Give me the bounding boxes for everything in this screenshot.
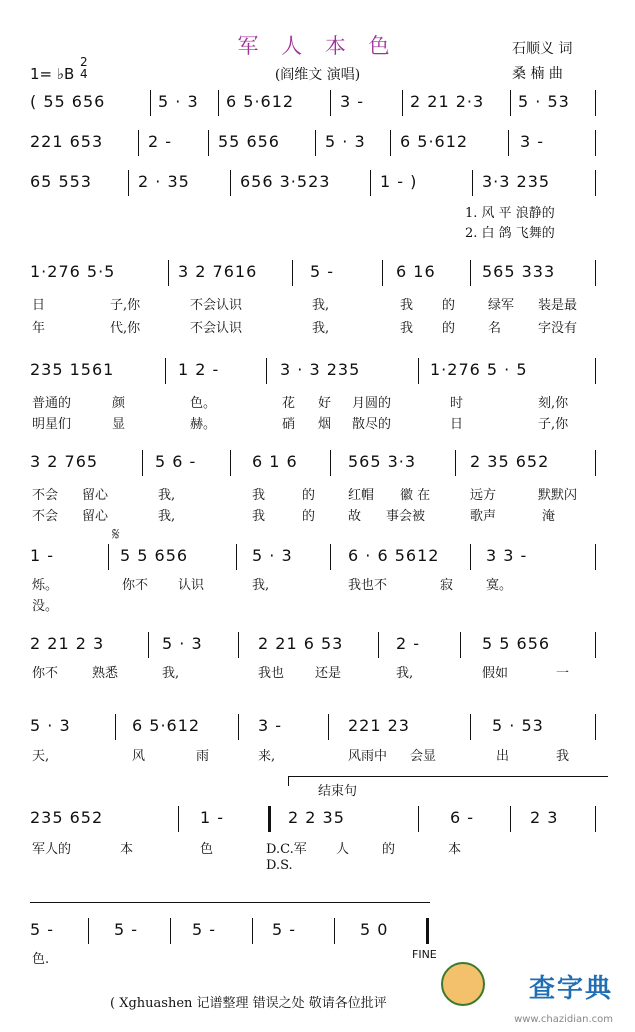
barline [330,450,331,476]
lyric: 散尽的 [352,417,392,432]
lyric: 我, [252,578,270,593]
measure: 3 - [340,92,365,111]
score-row [30,172,605,198]
lyric: 名 [488,321,502,336]
measure: 5 5 656 [482,634,551,653]
segno-sign: 𝄋 [112,524,120,545]
measure: 3 2 765 [30,452,99,471]
barline [378,632,379,658]
measure: 2 21 2·3 [410,92,485,111]
score-row [30,634,605,660]
lyric: 的 [442,321,456,336]
score-row [30,360,605,386]
lyric-line-1 [30,574,605,592]
lyric-line-2 [30,595,605,613]
barline [230,450,231,476]
lyric: 远方 [470,488,497,503]
barline [595,806,596,832]
lyric: 日 [32,298,46,313]
barline [150,90,151,116]
measure: 1 - [30,546,55,565]
lyric: 来, [258,749,276,764]
barline [218,90,219,116]
lyric: 我, [158,488,176,503]
measure: 6 5·612 [226,92,295,111]
barline [168,260,169,286]
measure: 6 16 [396,262,436,281]
measure: 2 21 2 3 [30,634,105,653]
measure: 6 5·612 [400,132,469,151]
barline [595,358,596,384]
score-row [30,920,605,946]
measure: 65 553 [30,172,92,191]
measure: 5 · 3 [162,634,203,653]
measure: 2 2 35 [288,808,345,827]
lyric: 显 [112,417,126,432]
composer-credit: 桑 楠 曲 [512,66,563,82]
lyric: 烟 [318,417,332,432]
barline [460,632,461,658]
barline [595,714,596,740]
lyric: 没。 [32,599,59,614]
lyric: 还是 [315,666,342,681]
measure: 5 · 3 [30,716,71,735]
barline [595,632,596,658]
measure: 6 1 6 [252,452,298,471]
measure: 5 · 53 [518,92,570,111]
lyric: 绿军 [488,298,515,313]
lyric-line-1 [30,838,605,856]
measure: 221 653 [30,132,104,151]
verse-label-2: 2. 白 鸽 飞舞的 [465,226,555,241]
measure: 235 1561 [30,360,115,379]
lyric: 代,你 [110,321,141,336]
measure: 3 3 - [486,546,528,565]
measure: 656 3·523 [240,172,331,191]
lyric: 色. [32,952,50,967]
barline [138,130,139,156]
lyric: 色。 [190,396,217,411]
time-top: 2 [80,55,88,69]
lyric: 熟悉 [92,666,119,681]
score-row [30,92,605,118]
lyric: 烁。 [32,578,59,593]
barline [178,806,179,832]
measure: 3·3 235 [482,172,551,191]
lyric: 我, [396,666,414,681]
lyric: 事会被 [386,509,426,524]
measure: 2 3 [530,808,559,827]
barline [115,714,116,740]
lyric-line-1 [30,948,605,966]
barline [390,130,391,156]
barline [334,918,335,944]
barline [238,714,239,740]
phrase-line [30,902,430,903]
barline [595,544,596,570]
lyric: 我 [252,509,266,524]
lyric: 你不 [32,666,59,681]
lyric: D.S. [266,858,293,873]
barline [266,358,267,384]
score-row [30,546,605,572]
measure: 5 - [114,920,139,939]
lyric: 颜 [112,396,126,411]
measure: 2 - [396,634,421,653]
measure: 2 21 6 53 [258,634,344,653]
coda-bracket-edge [288,776,289,786]
lyric: 故 [348,509,362,524]
verse-label-1: 1. 风 平 浪静的 [465,206,555,221]
barline [292,260,293,286]
measure: 565 333 [482,262,556,281]
barline [508,130,509,156]
measure: 3 - [520,132,545,151]
lyric: 我 [400,321,414,336]
lyric: 色 [200,842,214,857]
lyric: 不会认识 [190,321,243,336]
lyric: 赫。 [190,417,217,432]
lyric-line-1 [30,294,605,312]
lyric: 我, [158,509,176,524]
score-row [30,132,605,158]
fine-marker: FINE [412,948,437,961]
measure: 2 35 652 [470,452,550,471]
measure: 235 652 [30,808,104,827]
lyric: 我 [556,749,570,764]
lyric: 字没有 [538,321,578,336]
lyric: 花 [282,396,296,411]
lyric: 风雨中 [348,749,388,764]
measure: 5 6 - [155,452,197,471]
barline [510,806,511,832]
coda-bracket [288,776,608,777]
lyric: 月圆的 [352,396,392,411]
lyric-line-1 [30,662,605,680]
lyric: 的 [302,488,316,503]
lyric: 的 [442,298,456,313]
coda-label: 结束句 [318,784,358,799]
lyric: 红帽 [348,488,375,503]
lyric: 你不 [122,578,149,593]
measure: 3 2 7616 [178,262,258,281]
barline [128,170,129,196]
lyric: 留心 [82,488,109,503]
barline [330,544,331,570]
transcriber-credit: ( Xghuashen 记谱整理 错误之处 敬请各位批评 [110,996,387,1011]
lyric: 默默闪 [538,488,578,503]
measure: 5 - [272,920,297,939]
lyric: 普通的 [32,396,72,411]
lyric: 天, [32,749,50,764]
measure: 1·276 5 · 5 [430,360,528,379]
measure: 5 - [310,262,335,281]
lyric-line-1 [30,392,605,410]
lyric: 留心 [82,509,109,524]
measure: 6 5·612 [132,716,201,735]
barline [236,544,237,570]
lyric-line-2 [30,317,605,335]
lyric: 的 [302,509,316,524]
barline [370,170,371,196]
measure: 5 · 3 [325,132,366,151]
measure: 3 - [258,716,283,735]
site-url[interactable]: www.chazidian.com [514,1014,613,1025]
barline [472,170,473,196]
barline [402,90,403,116]
measure: 1·276 5·5 [30,262,116,281]
barline [595,260,596,286]
score-row [30,716,605,742]
lyric: 徽 在 [400,488,431,503]
lyric: 不会 [32,509,59,524]
measure: 1 - [200,808,225,827]
lyric: 寂 [440,578,454,593]
singer-credit: (阎维文 演唱) [274,67,361,83]
lyric: 子,你 [538,417,569,432]
lyric: 不会认识 [190,298,243,313]
lyric: 歌声 [470,509,497,524]
lyric-line-2 [30,505,605,523]
barline [455,450,456,476]
lyric: 出 [496,749,510,764]
measure: 6 - [450,808,475,827]
measure: 2 - [148,132,173,151]
barline [88,918,89,944]
key-signature: 1= ♭B [30,65,75,83]
measure: 3 · 3 235 [280,360,361,379]
lyric-line-1 [30,745,605,763]
lyric: 军人的 [32,842,72,857]
barline [315,130,316,156]
lyric: 我, [312,298,330,313]
final-barline [426,918,429,944]
measure: 2 · 35 [138,172,190,191]
measure: 565 3·3 [348,452,417,471]
lyric: 寞。 [486,578,513,593]
logo-mascot-icon [441,962,485,1006]
lyric: 人 [336,842,350,857]
barline [470,544,471,570]
song-title: 军 人 本 色 [237,34,398,58]
lyric: 一 [556,666,570,681]
lyric: 子,你 [110,298,141,313]
barline [208,130,209,156]
lyric: 年 [32,321,46,336]
lyric: 我也 [258,666,285,681]
lyric: 本 [120,842,134,857]
barline [470,714,471,740]
barline [595,90,596,116]
lyric: 认识 [178,578,205,593]
lyric: 我也不 [348,578,388,593]
score-row [30,452,605,478]
measure: 5 - [30,920,55,939]
barline [165,358,166,384]
lyric: 雨 [196,749,210,764]
barline [108,544,109,570]
lyric: 我, [312,321,330,336]
lyric: 装是最 [538,298,578,313]
lyric: 风 [132,749,146,764]
barline [595,450,596,476]
barline [328,714,329,740]
lyric: 时 [450,396,464,411]
barline [148,632,149,658]
lyricist-credit: 石顺义 词 [512,41,573,57]
measure: 5 · 3 [158,92,199,111]
lyric-line-2 [30,413,605,431]
barline [170,918,171,944]
lyric: 会显 [410,749,437,764]
lyric: 刻,你 [538,396,569,411]
lyric: 不会 [32,488,59,503]
barline [230,170,231,196]
time-bottom: 4 [80,67,88,81]
lyric: 淹 [542,509,556,524]
barline [510,90,511,116]
measure: 1 2 - [178,360,220,379]
lyric: D.C.军 [266,842,307,857]
measure: 6 · 6 5612 [348,546,440,565]
barline [418,806,419,832]
measure: 5 5 656 [120,546,189,565]
lyric: 好 [318,396,332,411]
measure: 5 - [192,920,217,939]
barline [142,450,143,476]
repeat-barline [268,806,271,832]
lyric: 日 [450,417,464,432]
measure: 5 0 [360,920,389,939]
measure: 5 · 3 [252,546,293,565]
lyric: 我 [252,488,266,503]
score-row [30,808,605,834]
lyric: 硝 [282,417,296,432]
lyric: 明星们 [32,417,72,432]
measure: 55 656 [218,132,280,151]
lyric-line-2 [30,858,605,876]
lyric: 我, [162,666,180,681]
barline [470,260,471,286]
measure: 5 · 53 [492,716,544,735]
lyric: 本 [448,842,462,857]
lyric: 的 [382,842,396,857]
measure: 221 23 [348,716,410,735]
barline [418,358,419,384]
measure: 1 - ) [380,172,418,191]
lyric: 假如 [482,666,509,681]
barline [595,130,596,156]
barline [330,90,331,116]
barline [238,632,239,658]
measure: ( 55 656 [30,92,106,111]
barline [595,170,596,196]
lyric-line-1 [30,484,605,502]
score-row [30,262,605,288]
site-logo[interactable]: 查字典 [528,974,613,1004]
barline [252,918,253,944]
barline [382,260,383,286]
lyric: 我 [400,298,414,313]
